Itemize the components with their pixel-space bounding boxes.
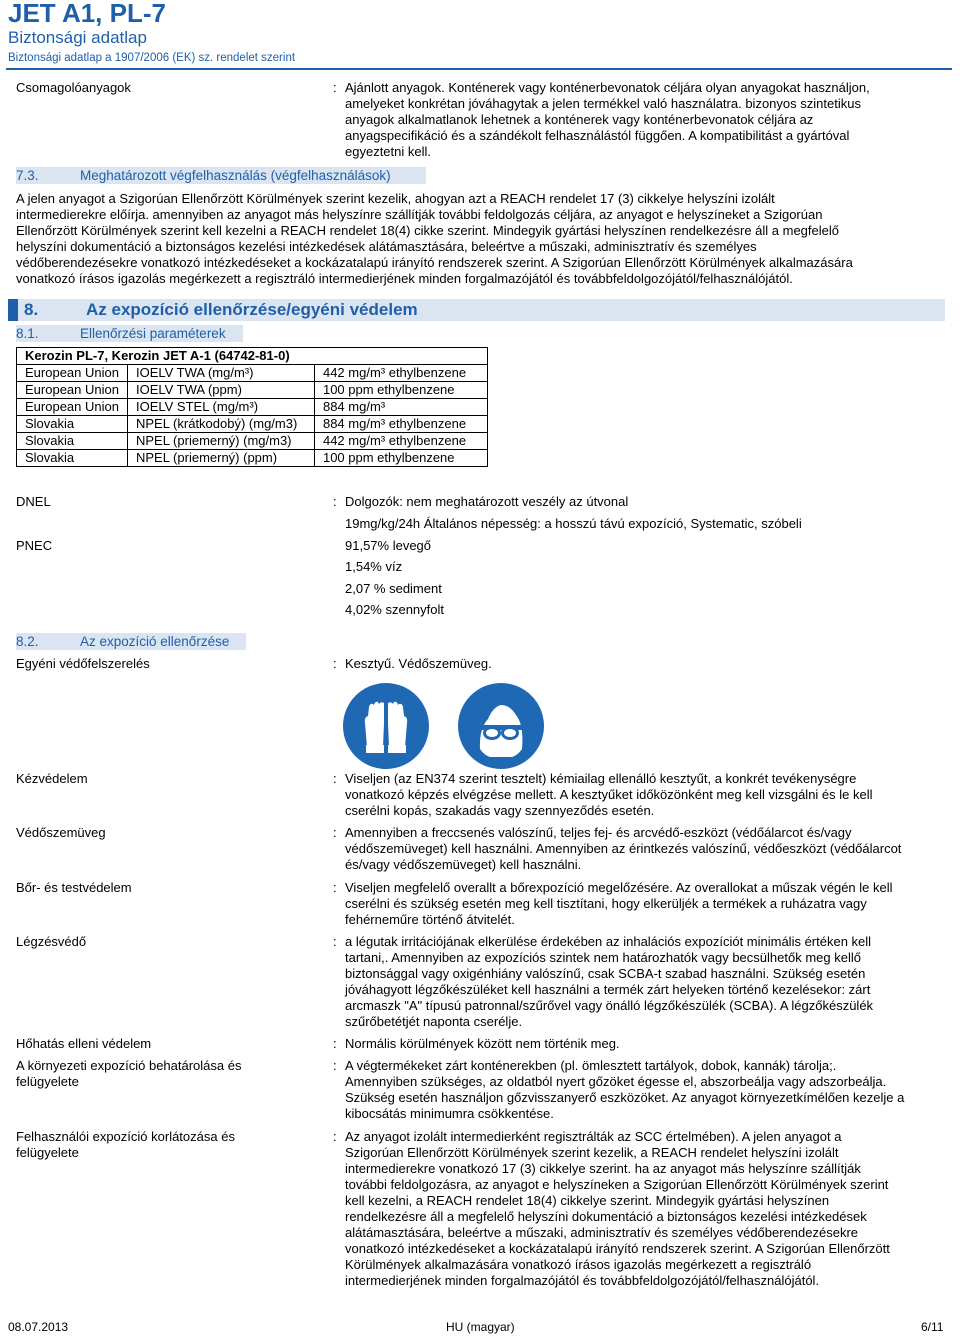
regulation-line: Biztonsági adatlap a 1907/2006 (EK) sz. rendelet szerint [8, 52, 296, 64]
skin-protection-text: Viseljen megfelelő overallt a bőrexpozíció megelőzésére. Az overallokat a műszak végén le kell cserélni és szükség esetén meg kell tisztítani, hogy elkerüljék a termékek a ruházatra vagy fehérneműre történő átvitelét. [345, 880, 893, 927]
document-type: Biztonsági adatlap [8, 28, 147, 47]
table-row: European Union IOELV TWA (mg/m³) 442 mg/m³ ethylbenzene [17, 365, 488, 382]
table-row: Slovakia NPEL (priemerný) (mg/m3) 442 mg/m³ ethylbenzene [17, 433, 488, 450]
colon: : [333, 934, 337, 949]
ppe-label: Egyéni védőfelszerelés [16, 656, 150, 671]
table-row: Slovakia NPEL (priemerný) (ppm) 100 ppm ethylbenzene [17, 450, 488, 467]
environmental-exposure-label: A környezeti expozíció behatárolása és felügyelete [16, 1058, 242, 1089]
colon: : [333, 80, 337, 95]
goggles-icon [458, 683, 544, 769]
footer-page-number: 6/11 [921, 1320, 944, 1334]
section-7-3-heading: 7.3. Meghatározott végfelhasználás (végfelhasználások) [16, 167, 426, 184]
packaging-text: Ajánlott anyagok. Konténerek vagy konténerbevonatok céljára olyan anyagokat használjon, amelyeket konkrétan jóváhagytak a jelen termékkel való használatra. bizonyos szintetikus anyagok alkalmatlanok lehetnek a konténerek vagy konténerbevonatok céljára az anyagspecifikáció és a szándékolt felhasználástól függően. A kompatibilitást a gyártóval egyeztetni kell. [345, 80, 870, 159]
eye-protection-label: Védőszemüveg [16, 825, 106, 840]
consumer-exposure-text: Az anyagot izolált intermedierként regisztrálták az SCC értelmében). A jelen anyagot a Szigorúan Ellenőrzött Körülmények szerint kezelik, a REACH rendelet helyszíni izolált intermedierekre vonatkozó 17 (3) cikkelye szerint. ha az anyagot más helyszínre szállítják további feldolgozásra, az anyagot e helyszíneken a Szigorúan Ellenőrzött Körülmények szerint kell kezelni, a REACH rendelet 18(4) cikkelye szerint. Mindegyik gyártási helyszínen rendelkezésre áll a megfelelő helyszíni dokumentáció a biztonságos kezelési intézkedések alátámasztására, beleértve a műszaki, adminisztratív és személyes védőberendezésekre vonatkozó intézkedéseket a kockázatalapú irányító rendszerek szerint. A Szigorúan Ellenőrzött Körülmények alkalmazására vonatkozó írásos igazolás megérkezett a regisztráló intermedierjének minden forgalmazójától és továbbfeldolgozójától/felhasználójától. [345, 1129, 890, 1288]
colon: : [333, 656, 337, 671]
dnel-line-1: Dolgozók: nem meghatározott veszély az útvonal [345, 494, 629, 509]
colon: : [333, 1058, 337, 1073]
section-8-2-heading: 8.2. Az expozíció ellenőrzése [16, 633, 246, 650]
colon: : [333, 1129, 337, 1144]
colon: : [333, 825, 337, 840]
pnec-value: 1,54% víz [345, 559, 403, 574]
table-row: Slovakia NPEL (krátkodobý) (mg/m3) 884 mg/m³ ethylbenzene [17, 416, 488, 433]
ppe-value: Kesztyű. Védőszemüveg. [345, 656, 492, 671]
colon: : [333, 880, 337, 895]
environmental-exposure-text: A végtermékeket zárt konténerekben (pl. ömlesztett tartályok, dobok, kannák) tárolja;. Amennyiben szükséges, az oldatból nyert gőzöket égesse el, abszorbeálja vagy adszorbeálja. Szükség esetén használjon gőzvisszanyerő eszközöket. Az anyagot környezetkímélően kezelje a kibocsátás minimumra csökkentése. [345, 1058, 905, 1121]
table-title: Kerozin PL-7, Kerozin JET A-1 (64742-81-0) [17, 348, 488, 365]
section-7-3-text: A jelen anyagot a Szigorúan Ellenőrzött Körülmények szerint kezelik, ahogyan azt a REACH rendelet 17 (3) cikkelye helyszíni izolált intermedierekre előírja. amennyiben az anyagot más helyszínre szállítják további feldolgozás céljára, az anyagot e helyszíneket a Szigorúan Ellenőrzött Körülmények szerint kell kezelni a REACH rendelet 18(4) cikke szerint. Mindegyik gyártási helyszínen rendelkezésre áll a megfelelő helyszíni dokumentáció a biztonságos kezelési intézkedések alátámasztására, beleértve a műszaki, adminisztratív és személyes védőberendezésekre vonatkozó intézkedéseket a kockázatalapú irányító rendszerek szerint. A Szigorúan Ellenőrzött Körülmények alkalmazására vonatkozó írásos igazolás megérkezett a regisztráló intermedierjének minden forgalmazójától és továbbfeldolgozójától/felhasználójától. [16, 191, 853, 286]
respiratory-protection-label: Légzésvédő [16, 934, 87, 949]
colon: : [333, 1036, 337, 1051]
colon: : [333, 494, 337, 509]
packaging-label: Csomagolóanyagok [16, 80, 131, 95]
skin-protection-label: Bőr- és testvédelem [16, 880, 132, 895]
hand-protection-label: Kézvédelem [16, 771, 88, 786]
pnec-value: 4,02% szennyfolt [345, 602, 445, 617]
pnec-value: 91,57% levegő [345, 538, 432, 553]
footer-language: HU (magyar) [446, 1320, 515, 1334]
consumer-exposure-label: Felhasználói expozíció korlátozása és felügyelete [16, 1129, 235, 1160]
hand-protection-text: Viseljen (az EN374 szerint tesztelt) kémiailag ellenálló kesztyűt, a konkrét tevékenységre vonatkozó képzés elvégzése mellett. A kesztyűket időközönként meg kell vizsgálni és le kell cserélni kopás, szakadás vagy szennyeződés esetén. [345, 771, 873, 818]
gloves-icon [343, 683, 429, 769]
header-divider [6, 68, 952, 70]
colon: : [333, 771, 337, 786]
pnec-label: PNEC [16, 538, 53, 553]
thermal-protection-text: Normális körülmények között nem történik meg. [345, 1036, 620, 1051]
section-8-1-heading: 8.1. Ellenőrzési paraméterek [16, 325, 243, 342]
table-row: European Union IOELV TWA (ppm) 100 ppm ethylbenzene [17, 382, 488, 399]
eye-protection-text: Amennyiben a freccsenés valószínű, teljes fej- és arcvédő-eszközt (védőálarcot és/vagy védőszemüveget) kell használni. Amennyiben az érintkezés valószínű, védőeszközt (védőálarcot és/vagy védőszemüveget) kell használni. [345, 825, 902, 872]
table-row: European Union IOELV STEL (mg/m³) 884 mg/m³ [17, 399, 488, 416]
footer-date: 08.07.2013 [8, 1320, 69, 1334]
thermal-protection-label: Hőhatás elleni védelem [16, 1036, 152, 1051]
product-title: JET A1, PL-7 [8, 0, 166, 28]
pnec-value: 2,07 % sediment [345, 581, 442, 596]
respiratory-protection-text: a légutak irritációjának elkerülése érdekében az inhalációs expozíciót minimális értéken kell tartani,. Amennyiben az expozíciós szintek nem határozhatók vagy becsülhetők meg kellő biztonsággal vagy oxigénhiány valószínű, csak SCBA-t szabad használni. Szükség esetén jóváhagyott légzőkészüléket kell használni a termék zárt helyeken történő kezelésekor: zárt arcmaszk "A" típusú patronnal/szűrővel vagy önálló légzőkészülék (SCBA). A légzőkészülék szűrőbetétjét naponta cserélje. [345, 934, 874, 1029]
section-8-heading: 8. Az expozíció ellenőrzése/egyéni védelem [8, 299, 945, 321]
dnel-label: DNEL [16, 494, 51, 509]
exposure-limits-table [16, 347, 488, 467]
dnel-line-2: 19mg/kg/24h Általános népesség: a hosszú távú expozíció, Systematic, szóbeli [345, 516, 802, 531]
